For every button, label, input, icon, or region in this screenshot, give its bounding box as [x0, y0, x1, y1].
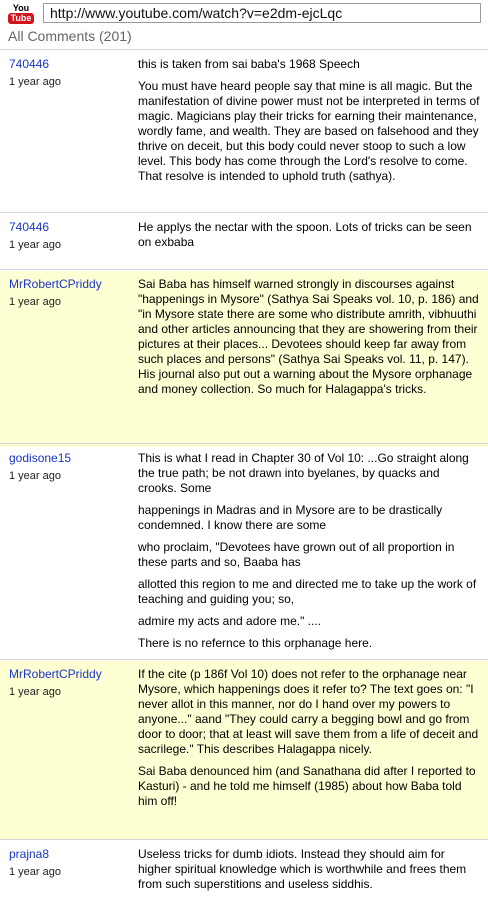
comment-body — [138, 667, 480, 816]
comment-timestamp: 1 year ago — [9, 76, 61, 88]
comment-paragraph: Sai Baba has himself warned strongly in discourses against "happenings in Mysore" (Sathya Sai Speaks vol. 10, p. 186) and "in Mysore state there are some who distribute amrith, vibhuuthi and other articles announcing that they are showering from their pictures at their places... Devotees should keep far away from such places and persons" (Sathya Sai Speaks vol. 11, p. 147). His journal also put out a warning about the Mysore orphanage and money collection. So much for Halagappa's tricks. — [138, 277, 479, 396]
comment-paragraph: allotted this region to me and directed me to take up the work of teaching and guiding you; so, — [138, 577, 477, 606]
logo-tube-text: Tube — [8, 13, 34, 24]
comment-item — [0, 271, 488, 447]
comment-paragraph: Sai Baba denounced him (and Sanathana did after I reported to Kasturi) - and he told me himself (1985) about how Baba told him off! — [138, 764, 476, 808]
comment-body — [138, 57, 480, 191]
comment-paragraph: You must have heard people say that mine is all magic. But the manifestation of divine power must not be interpreted in terms of magic. Magicians play their tricks for earning their maintenance, wordly fame, and wealth. They are based on falsehood and they thrive on deceit, but this body could never stoop to such a low level. This body has come through the Lord's resolve to come. That resolve is intended to uphold truth (sathya). — [138, 79, 480, 183]
comment-paragraph: Useless tricks for dumb idiots. Instead they should aim for higher spiritual knowledge which is worthwhile and frees them from such superstitions and useless siddhis. — [138, 847, 467, 891]
comment-item — [0, 841, 488, 895]
comment-body — [138, 277, 480, 404]
comment-paragraph: this is taken from sai baba's 1968 Speech — [138, 57, 360, 71]
comment-divider — [0, 839, 488, 840]
comment-author-link[interactable]: 740446 — [9, 220, 50, 234]
comment-timestamp: 1 year ago — [9, 470, 61, 482]
address-bar[interactable]: http://www.youtube.com/watch?v=e2dm-ejcLqc — [43, 3, 481, 23]
comment-author-link[interactable]: 740446 — [9, 57, 50, 71]
comment-paragraph: This is what I read in Chapter 30 of Vol 10: ...Go straight along the true path; be not drawn into byelanes, by quacks and crooks. Some — [138, 451, 469, 495]
comment-author-link[interactable]: godisone15 — [9, 451, 72, 465]
comment-item — [0, 214, 488, 263]
comments-header: All Comments (201) — [8, 28, 132, 44]
comment-paragraph: He applys the nectar with the spoon. Lots of tricks can be seen on exbaba — [138, 220, 472, 249]
comment-author-link[interactable]: MrRobertCPriddy — [9, 277, 102, 291]
comment-divider — [0, 443, 488, 444]
comment-timestamp: 1 year ago — [9, 239, 61, 251]
youtube-logo-icon[interactable] — [5, 3, 37, 25]
comment-timestamp: 1 year ago — [9, 866, 61, 878]
comment-divider — [0, 269, 488, 270]
comment-timestamp: 1 year ago — [9, 296, 61, 308]
comment-timestamp: 1 year ago — [9, 686, 61, 698]
comment-item — [0, 445, 488, 655]
header-divider — [0, 49, 488, 50]
comment-body — [138, 847, 480, 899]
comment-divider — [0, 212, 488, 213]
browser-toolbar — [0, 0, 488, 26]
comment-divider — [0, 659, 488, 660]
comment-author-link[interactable]: MrRobertCPriddy — [9, 667, 102, 681]
comment-item — [0, 661, 488, 839]
comment-paragraph: There is no refernce to this orphanage here. — [138, 636, 373, 650]
comment-body — [138, 220, 480, 257]
comment-paragraph: who proclaim, "Devotees have grown out of all proportion in these parts and so, Baaba has — [138, 540, 455, 569]
comment-paragraph: admire my acts and adore me." .... — [138, 614, 321, 628]
comment-paragraph: If the cite (p 186f Vol 10) does not refer to the orphanage near Mysore, which happenings does it refer to? The text goes on: "I never allot in this manner, nor do I hand over my powers to anyone..." aand "They could carry a begging bowl and go from door to door; that at least will save them from a life of deceit and sacrilege." This describes Halagappa nicely. — [138, 667, 479, 756]
comment-body — [138, 451, 480, 658]
comment-item — [0, 51, 488, 206]
comment-author-link[interactable]: prajna8 — [9, 847, 50, 861]
comment-paragraph: happenings in Madras and in Mysore are to be drastically condemned. I know there are some — [138, 503, 443, 532]
logo-you-text: You — [5, 3, 37, 13]
